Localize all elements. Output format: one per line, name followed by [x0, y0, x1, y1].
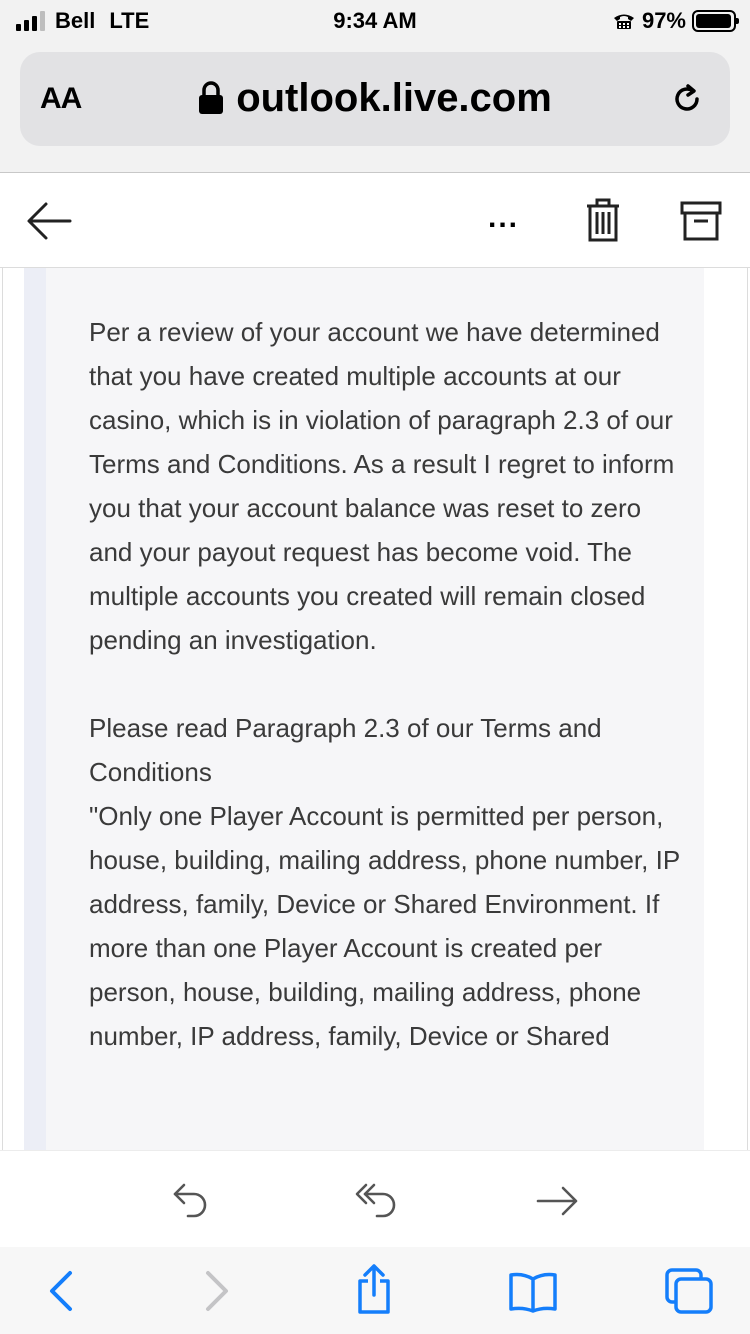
- battery-icon: [692, 10, 736, 32]
- text-size-button[interactable]: AA: [40, 82, 82, 115]
- message-content-area[interactable]: [0, 268, 750, 1150]
- forward-icon[interactable]: [202, 1269, 232, 1313]
- trash-icon[interactable]: [584, 197, 622, 243]
- battery-percent: 97%: [641, 8, 686, 33]
- reply-toolbar: [0, 1150, 750, 1248]
- back-arrow-icon[interactable]: [24, 199, 72, 243]
- back-icon[interactable]: [46, 1269, 76, 1313]
- status-time: 9:34 AM: [333, 8, 417, 33]
- message-body: [46, 268, 704, 1150]
- reply-icon[interactable]: [172, 1181, 212, 1221]
- address-bar[interactable]: [20, 52, 730, 146]
- outlook-toolbar: [0, 173, 750, 268]
- bookmarks-icon[interactable]: [508, 1271, 558, 1313]
- message-paragraph: Please read Paragraph 2.3 of our Terms and Conditions: [89, 713, 602, 787]
- more-icon[interactable]: ...: [488, 201, 520, 234]
- message-paragraph: Per a review of your account we have determined that you have created multiple accounts at our casino, which is in violation of paragraph 2.3 of our Terms and Conditions. As a result I regret to inform you that your account balance was reset to zero and your payout request has become void. The multiple accounts you created will remain closed pending an investigation.: [89, 317, 675, 655]
- archive-icon[interactable]: [680, 201, 722, 241]
- tabs-icon[interactable]: [664, 1267, 714, 1315]
- safari-bottom-toolbar: [0, 1247, 750, 1334]
- forward-icon[interactable]: [536, 1181, 580, 1221]
- reload-icon[interactable]: [670, 82, 704, 116]
- lock-icon: [198, 81, 224, 115]
- message-paragraph: "Only one Player Account is permitted per person, house, building, mailing address, phone number, IP address, family, Device or Shared Environment. If more than one Player Account is created per person, house, building, mailing address, phone number, IP address, family, Device or Shared: [89, 801, 680, 1051]
- message-text: [89, 310, 689, 1058]
- status-right: [612, 8, 736, 34]
- network-type: LTE: [109, 8, 150, 33]
- url-text: outlook.live.com: [236, 76, 552, 120]
- url-field[interactable]: [20, 76, 730, 121]
- carrier-name: Bell: [55, 8, 96, 33]
- paragraph-gap: [89, 662, 689, 706]
- phone-icon: [612, 12, 636, 30]
- quote-bar: [24, 268, 46, 1150]
- status-bar: [0, 0, 750, 40]
- reply-all-icon[interactable]: [354, 1181, 400, 1221]
- share-icon[interactable]: [354, 1263, 394, 1315]
- safari-top-bar: [0, 40, 750, 173]
